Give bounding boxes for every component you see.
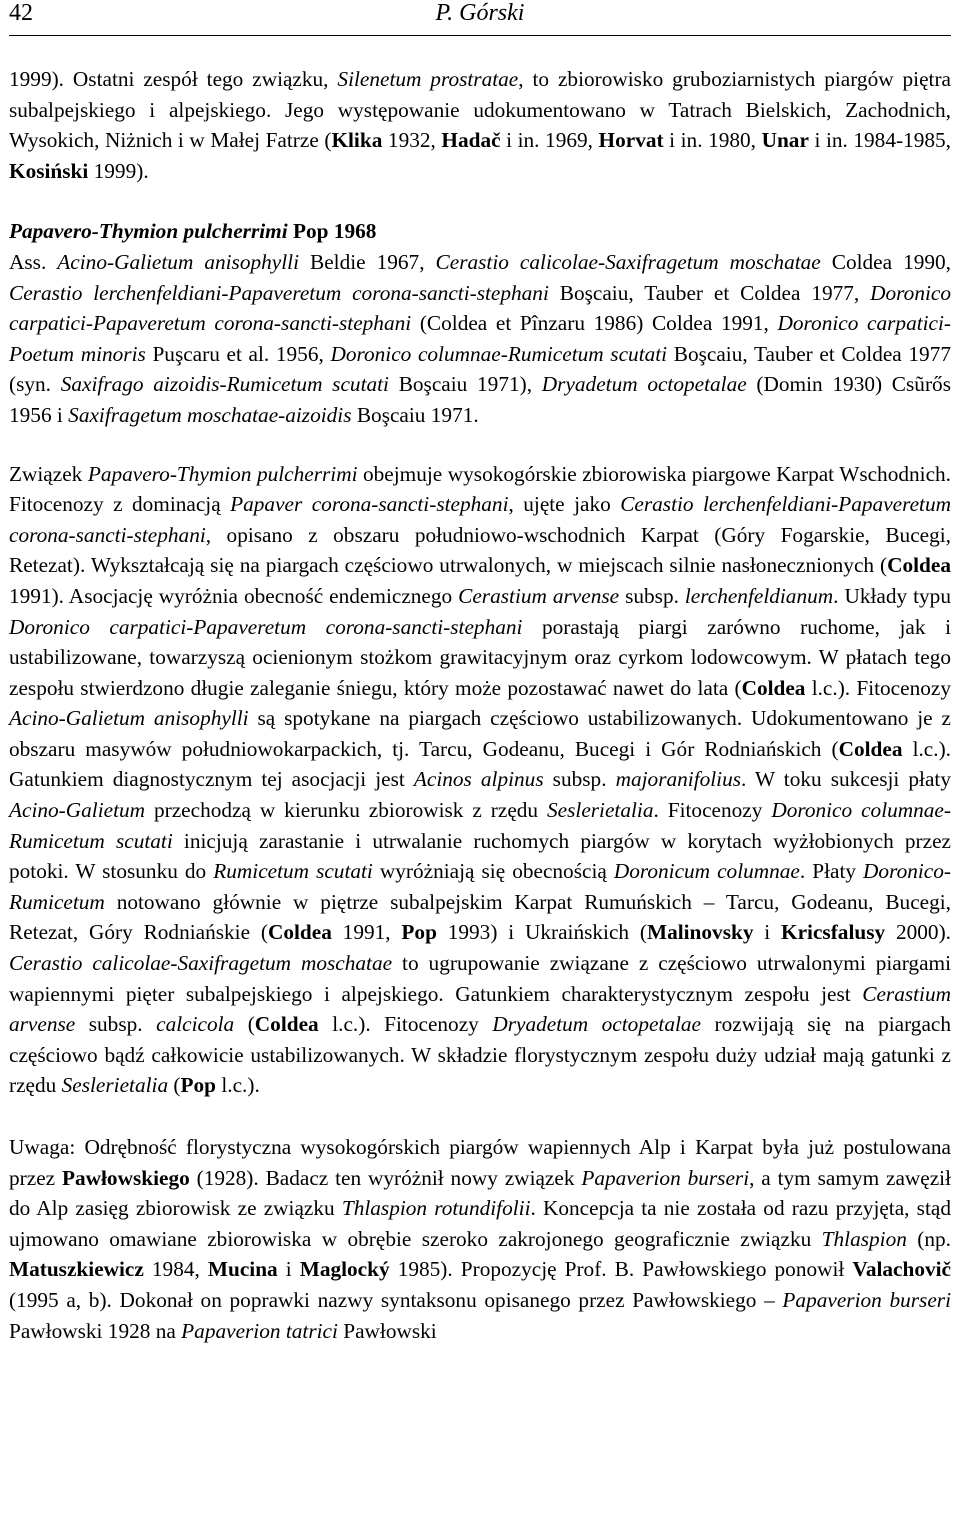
paragraph-silenetum: 1999). Ostatni zespół tego związku, Silenetum prostratae, to zbiorowisko gruboziarnistych piargów piętra subalpejskiego i alpejskiego. Jego występowanie udokumentowano w Tatrach Bielskich, Zachodnich, Wysokich, Niżnich i w Małej Fatrze (Klika 1932, Hadač i in. 1969, Horvat i in. 1980, Unar i in. 1984-1985, Kosiński 1999). xyxy=(9,67,951,183)
header-rule xyxy=(9,35,951,36)
paragraph-uwaga: Uwaga: Odrębność florystyczna wysokogórskich piargów wapiennych Alp i Karpat była już postulowana przez Pawłowskiego (1928). Badacz ten wyróżnił nowy związek Papaverion burseri, a tym samym zawęził do Alp zasięg zbiorowisk ze związku Thlaspion rotundifolii. Koncepcja ta nie została od razu przyjęta, stąd ujmowano omawiane zbiorowiska w obrębie szeroko zakrojonego geograficznie związku Thlaspion (np. Matuszkiewicz 1984, Mucina i Maglocký 1985). Propozycję Prof. B. Pawłowskiego ponowił Valachovič (1995 a, b). Dokonał on poprawki nazwy syntaksonu opisanego przez Pawłowskiego – Papaverion burseri Pawłowski 1928 na Papaverion tatrici Pawłowski xyxy=(9,1135,952,1343)
section-heading xyxy=(9,216,951,247)
page-header xyxy=(9,0,951,26)
running-head: P. Górski xyxy=(435,0,525,26)
page-number: 42 xyxy=(9,0,33,26)
section-heading-author: Pop 1968 xyxy=(292,219,377,244)
paragraph-zwiazek: Związek Papavero-Thymion pulcherrimi obejmuje wysokogórskie zbiorowiska piargowe Karpat Wschodnich. Fitocenozy z dominacją Papaver corona-sancti-stephani, ujęte jako Cerastio lerchenfeldiani-Papaveretum corona-sancti-stephani, opisano z obszaru południowo-wschodnich Karpat (Góry Fogarskie, Bucegi, Retezat). Wykształcają się na piargach częściowo utrwalonych, w miejscach silnie nasłonecznionych (Coldea 1991). Asocjację wyróżnia obecność endemicznego Cerastium arvense subsp. lerchenfeldianum. Układy typu Doronico carpatici-Papaveretum corona-sancti-stephani porastają piargi zarówno ruchome, jak i ustabilizowane, towarzyszą ocienionym stożkom grawitacyjnym oraz cyrkom lodowcowym. W płatach tego zespołu stwierdzono długie zaleganie śniegu, który może pozostawać nawet do lata (Coldea l.c.). Fitocenozy Acino-Galietum anisophylli są spotykane na piargach częściowo ustabilizowanych. Udokumentowano je z obszaru masywów południowokarpackich, tj. Tarcu, Godeanu, Bucegi i Gór Rodniańskich (Coldea l.c.). Gatunkiem diagnostycznym tej asocjacji jest Acinos alpinus subsp. majoranifolius. W toku sukcesji płaty Acino-Galietum przechodzą w kierunku zbiorowisk z rzędu Seslerietalia. Fitocenozy Doronico columnae-Rumicetum scutati inicjują zarastanie i utrwalanie ruchomych piargów w korytach wyżłobionych przez potoki. W stosunku do Rumicetum scutati wyróżniają się obecnością Doronicum columnae. Płaty Doronico-Rumicetum notowano głównie w piętrze subalpejskim Karpat Rumuńskich – Tarcu, Godeanu, Bucegi, Retezat, Góry Rodniańskie (Coldea 1991, Pop 1993) i Ukraińskich (Malinovsky i Kricsfalusy 2000). Cerastio calicolae-Saxifragetum moschatae to ugrupowanie związane z częściowo utrwalonymi piargami wapiennymi pięter subalpejskiego i alpejskiego. Gatunkiem charakterystycznym zespołu jest Cerastium arvense subsp. calcicola (Coldea l.c.). Fitocenozy Dryadetum octopetalae rozwijają się na piargach częściowo bądź całkowicie ustabilizowanych. W składzie florystycznym zespołu duży udział mają gatunki z rzędu Seslerietalia (Pop l.c.). xyxy=(9,461,952,1098)
paragraph-associations: Ass. Acino-Galietum anisophylli Beldie 1967, Cerastio calicolae-Saxifragetum moschatae Coldea 1990, Cerastio lerchenfeldiani-Papaveretum corona-sancti-stephani Boşcaiu, Tauber et Coldea 1977, Doronico carpatici-Papaveretum corona-sancti-stephani (Coldea et Pînzaru 1986) Coldea 1991, Doronico carpatici-Poetum minoris Puşcaru et al. 1956, Doronico columnae-Rumicetum scutati Boşcaiu, Tauber et Coldea 1977 (syn. Saxifrago aizoidis-Rumicetum scutati Boşcaiu 1971), Dryadetum octopetalae (Domin 1930) Csũrős 1956 i Saxifragetum moschatae-aizoidis Boşcaiu 1971. xyxy=(9,249,952,427)
body-text xyxy=(9,64,951,1346)
section-heading-name: Papavero-Thymion pulcherrimi xyxy=(9,219,288,244)
